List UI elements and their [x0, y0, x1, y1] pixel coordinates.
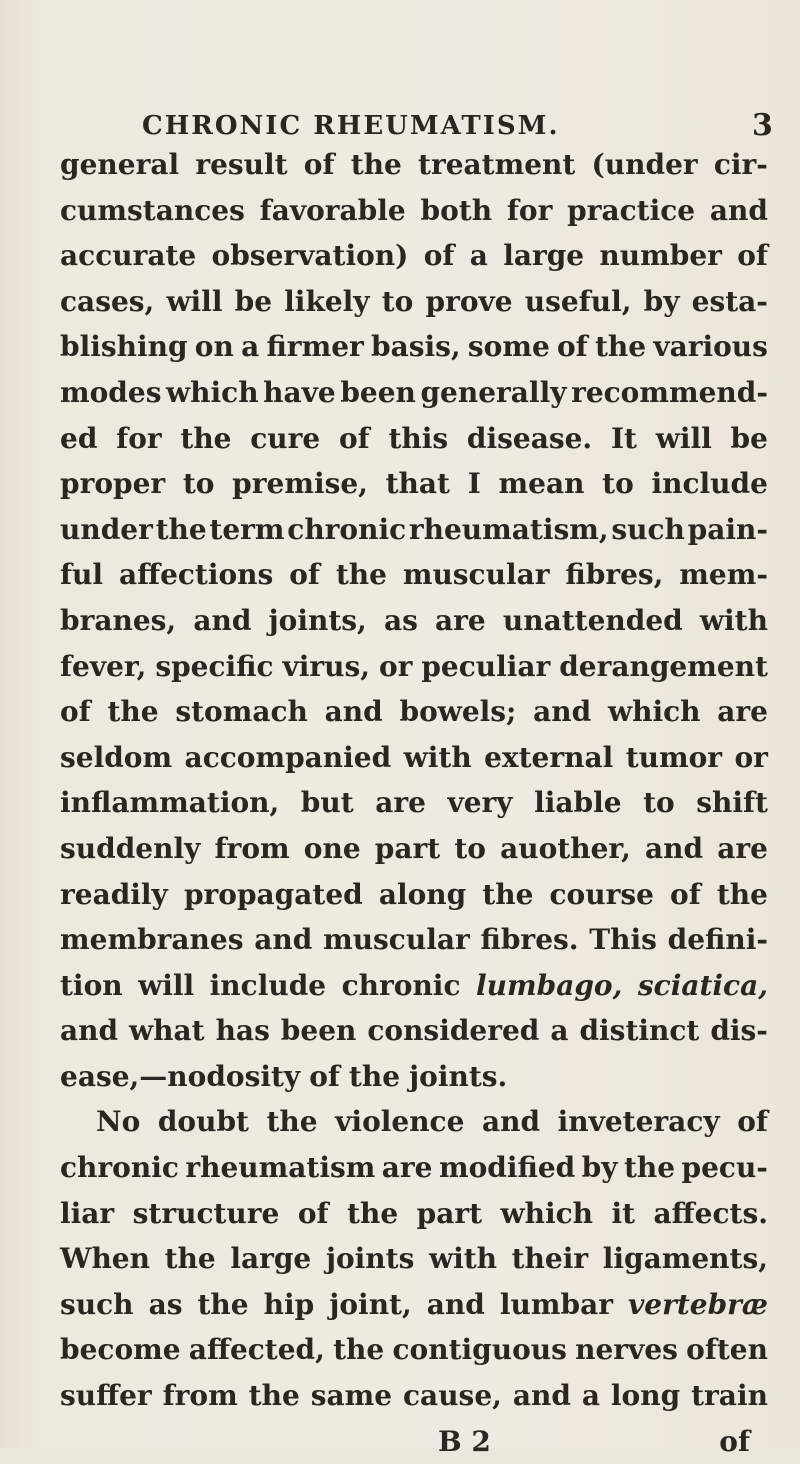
text-line: seldom accompanied with external tumor or [60, 740, 768, 774]
text-line: blishing on a firmer basis, some of the various [60, 330, 768, 364]
signature-mark: B 2 [438, 1424, 491, 1458]
text-line: proper to premise, that I mean to include [60, 467, 768, 501]
text-line: general result of the treatment (under cir- [60, 148, 768, 181]
running-title: CHRONIC RHEUMATISM. [142, 111, 560, 141]
text-line: and what has been considered a distinct dis- [60, 1014, 768, 1048]
text-line: No doubt the violence and inveteracy of [96, 1105, 768, 1139]
text-line: accurate observation) of a large number of [60, 239, 768, 273]
page-footer [60, 1419, 768, 1464]
text-line: cumstances favorable both for practice and [60, 193, 768, 227]
text-line: branes, and joints, as are unattended with [60, 603, 768, 637]
text-line: fever, specific virus, or peculiar derangement [60, 649, 768, 683]
text-line: cases, will be likely to prove useful, by esta- [60, 284, 768, 318]
text-line: of the stomach and bowels; and which are [60, 695, 768, 729]
page-number: 3 [752, 108, 773, 143]
text-line: suffer from the same cause, and a long train [60, 1379, 768, 1413]
catchword: of [719, 1424, 750, 1458]
text-line: suddenly from one part to auother, and are [60, 831, 768, 865]
body-text [60, 142, 768, 1464]
text-line: readily propagated along the course of the [60, 877, 768, 911]
text-line: become affected, the contiguous nerves often [60, 1333, 768, 1367]
text-line: chronic rheumatism are modified by the pecu- [60, 1151, 768, 1185]
text-line: tion will include chronic lumbago, sciatica, [60, 968, 768, 1002]
text-line: inflammation, but are very liable to shift [60, 786, 768, 820]
text-line: When the large joints with their ligaments, [60, 1242, 768, 1276]
text-line: liar structure of the part which it affects. [60, 1196, 768, 1230]
text-line: modes which have been generally recommend- [60, 375, 768, 409]
text-line: ful affections of the muscular fibres, mem- [60, 558, 768, 592]
text-line: ed for the cure of this disease. It will be [60, 421, 768, 455]
text-line: ease,—nodosity of the joints. [60, 1059, 508, 1093]
text-line: under the term chronic rheumatism, such pain- [60, 512, 768, 546]
text-line: membranes and muscular fibres. This defini- [60, 923, 768, 957]
text-line: such as the hip joint, and lumbar vertebræ [60, 1287, 768, 1321]
running-head [0, 108, 800, 144]
